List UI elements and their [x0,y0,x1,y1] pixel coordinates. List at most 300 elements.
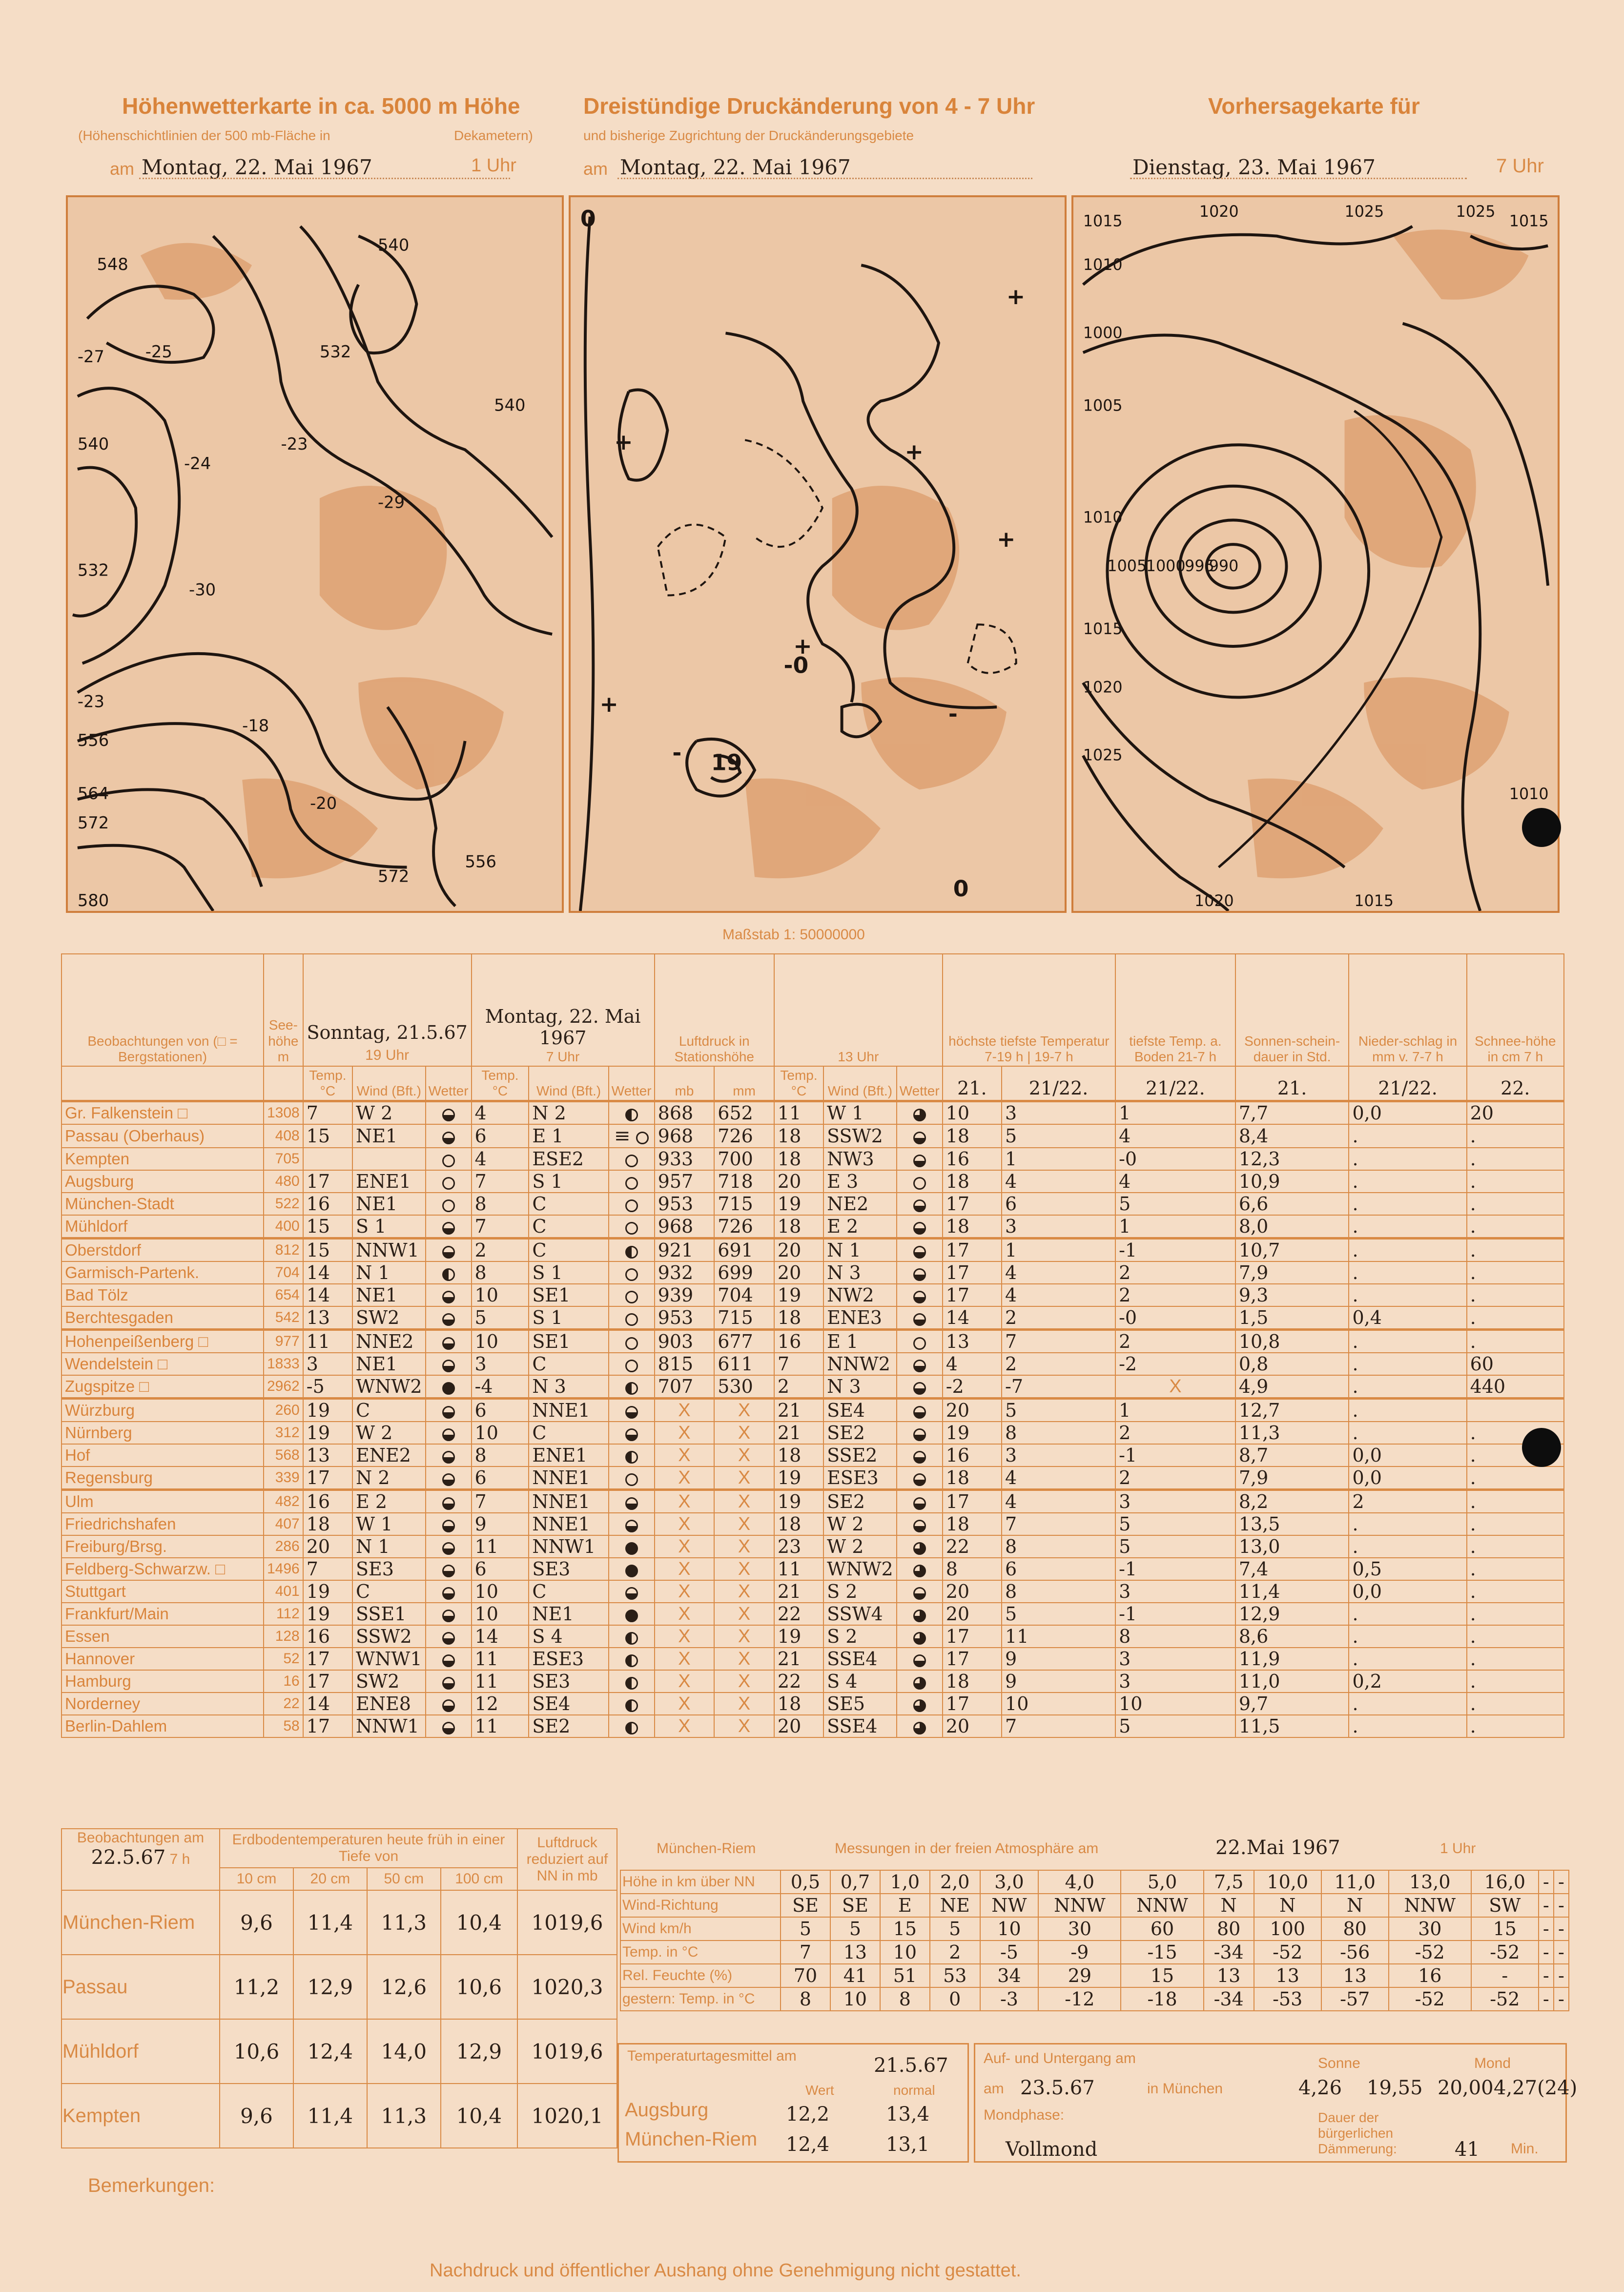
weather-symbol-icon [625,1155,638,1167]
wind-7: E 1 [529,1124,608,1148]
temp-min: 4 [1002,1170,1115,1193]
pressure-mb: 968 [655,1215,715,1239]
ground-value: 11,4 [293,2084,367,2148]
station-name: Berchtesgaden [62,1306,264,1330]
wind-13: SE4 [823,1399,897,1422]
temp-max: 18 [943,1215,1002,1239]
wind-13: SSW2 [823,1124,897,1148]
temp-7: 11 [472,1535,529,1558]
temp-7: 7 [472,1490,529,1513]
wind-7: S 1 [529,1170,608,1193]
temp-19: 13 [303,1306,352,1330]
wind-13: NW3 [823,1148,897,1170]
svg-text:572: 572 [377,867,410,886]
svg-text:1015: 1015 [1509,212,1549,230]
sunrise: 4,26 [1298,2077,1342,2099]
atmo-value: 13 [1204,1964,1254,1987]
atmo-value: SE [781,1894,830,1917]
atmo-value: -52 [1389,1941,1471,1964]
table-row [62,1170,1564,1193]
table-row [62,1603,1564,1625]
atmo-value: 15 [1121,1964,1203,1987]
temp-7: 5 [472,1306,529,1330]
weather-cell [897,1513,943,1535]
temp-min: 9 [1002,1648,1115,1670]
table-row [62,1890,617,1955]
temp-7: 6 [472,1466,529,1490]
svg-text:1015: 1015 [1083,620,1123,639]
weather-symbol-icon [625,1497,638,1510]
temp-min: 11 [1002,1625,1115,1648]
table-row [62,1513,1564,1535]
station-name: Bad Tölz [62,1284,264,1306]
weather-symbol-icon [625,1337,638,1350]
map3-date-line [1130,178,1467,179]
atmosphere-table [620,1870,1569,2011]
weather-cell [897,1375,943,1399]
temp-19: 16 [303,1193,352,1215]
wind-7: ENE1 [529,1444,608,1466]
ground-min: 2 [1115,1466,1235,1490]
wind-19: SSE1 [352,1603,426,1625]
precip: . [1349,1330,1466,1353]
ground-min: 1 [1115,1101,1235,1125]
svg-text:540: 540 [494,395,526,415]
atmo-value: - [1539,1870,1554,1894]
snow [1467,1399,1564,1422]
station-name: Friedrichshafen [62,1513,264,1535]
wind-7: SE3 [529,1670,608,1693]
temp-7: 4 [472,1148,529,1170]
temp-min: 6 [1002,1558,1115,1580]
pressure-mm: X [714,1580,774,1603]
atmo-value: - [1539,1987,1554,2011]
svg-text:1000: 1000 [1146,557,1186,575]
map1-time: 1 Uhr [471,155,516,176]
temp-19: 11 [303,1330,352,1353]
atmo-value: - [1539,1941,1554,1964]
temp-19: 15 [303,1124,352,1148]
pressure-mb: X [655,1535,715,1558]
wind-13: S 4 [823,1670,897,1693]
pressure-mm: X [714,1693,774,1715]
atmo-value: -3 [980,1987,1039,2011]
table-row [62,1693,1564,1715]
precip: . [1349,1693,1466,1715]
weather-symbol-icon [442,1109,455,1121]
atmo-value: 7 [781,1941,830,1964]
atmo-value: 29 [1038,1964,1121,1987]
wind-13: S 2 [823,1625,897,1648]
svg-text:1005: 1005 [1083,397,1123,415]
temp-13: 18 [774,1513,823,1535]
wind-19: N 1 [352,1535,426,1558]
weather-cell [609,1580,655,1603]
temp-max: 17 [943,1693,1002,1715]
weather-cell [897,1330,943,1353]
weather-symbol-icon [625,1610,638,1622]
temp-13: 18 [774,1124,823,1148]
hdr-wetter: Wetter [897,1066,943,1101]
weather-cell [426,1215,472,1239]
station-height: 16 [264,1670,303,1693]
snow: . [1467,1284,1564,1306]
sunshine: 11,5 [1235,1715,1349,1737]
svg-text:+: + [905,439,924,465]
weather-cell [609,1693,655,1715]
wind-7: NNE1 [529,1513,608,1535]
wind-19: NE1 [352,1284,426,1306]
temp-max: 16 [943,1148,1002,1170]
atmo-value: - [1539,1894,1554,1917]
weather-cell [609,1422,655,1444]
remarks-label: Bemerkungen: [88,2175,215,2196]
station-height: 1833 [264,1353,303,1375]
map3-date: Dienstag, 23. Mai 1967 [1132,155,1376,179]
pressure-mm: X [714,1466,774,1490]
snow: . [1467,1124,1564,1148]
temp-min: 4 [1002,1261,1115,1284]
atmo-value: - [1554,1964,1569,1987]
moonset: 4,27(24) [1494,2077,1578,2099]
station-height: 58 [264,1715,303,1737]
pressure-mm: X [714,1715,774,1737]
weather-symbol-icon [625,1313,638,1326]
temp-max: 20 [943,1580,1002,1603]
snow: . [1467,1580,1564,1603]
wind-19: SE3 [352,1558,426,1580]
col-maxmin: höchste tiefste Temperatur 7-19 h | 19-7 h [943,954,1115,1066]
ground-station: Kempten [62,2084,220,2148]
hdr-day: 21/22. [1002,1066,1115,1101]
atmo-value: 0 [930,1987,980,2011]
precip: . [1349,1193,1466,1215]
atmo-value: 16 [1389,1964,1471,1987]
pressure-mm: 652 [714,1101,774,1125]
temp-7: 4 [472,1101,529,1125]
ground-value: 1020,3 [517,1955,617,2019]
station-name: Würzburg [62,1399,264,1422]
wind-7: SE1 [529,1330,608,1353]
wind-7: C [529,1239,608,1262]
svg-text:-: - [672,740,682,766]
wind-13: N 3 [823,1261,897,1284]
temp-19: 19 [303,1422,352,1444]
ground-min: 4 [1115,1124,1235,1148]
atmo-value: N [1254,1894,1321,1917]
temp-19 [303,1148,352,1170]
temp-19: 16 [303,1625,352,1648]
wind-7: NE1 [529,1603,608,1625]
svg-text:1005: 1005 [1107,557,1147,575]
col-monday-7: Montag, 22. Mai 1967 7 Uhr [472,954,655,1066]
weather-cell [426,1148,472,1170]
weather-symbol-icon [625,1632,638,1645]
wind-19: NNW1 [352,1715,426,1737]
ground-value: 10,4 [441,1890,517,1955]
sunshine: 11,3 [1235,1422,1349,1444]
wind-7: NNE1 [529,1399,608,1422]
temp-7: 14 [472,1625,529,1648]
wind-7: N 2 [529,1101,608,1125]
svg-text:990: 990 [1209,557,1239,575]
hdr-temp: Temp. °C [303,1066,352,1101]
weather-symbol-icon [913,1177,926,1190]
station-name: Kempten [62,1148,264,1170]
ground-temperature-table [61,1828,617,2148]
wind-19: WNW2 [352,1375,426,1399]
weather-cell [897,1535,943,1558]
pressure-mb: X [655,1466,715,1490]
temp-min: 7 [1002,1330,1115,1353]
weather-cell [609,1625,655,1648]
weather-cell [426,1330,472,1353]
atmo-value: - [1471,1964,1539,1987]
snow: . [1467,1170,1564,1193]
station-height: 568 [264,1444,303,1466]
precip: . [1349,1170,1466,1193]
weather-cell [426,1558,472,1580]
temp-7: -4 [472,1375,529,1399]
temp-7: 6 [472,1558,529,1580]
weather-symbol-icon [913,1632,926,1645]
precip: . [1349,1715,1466,1737]
weather-cell [897,1466,943,1490]
sunshine: 8,6 [1235,1625,1349,1648]
temp-min: 3 [1002,1101,1115,1125]
temp-19: 3 [303,1353,352,1375]
temp-7: 9 [472,1513,529,1535]
sunshine: 7,9 [1235,1466,1349,1490]
weather-cell [897,1148,943,1170]
temp-13: 20 [774,1239,823,1262]
ground-station: München-Riem [62,1890,220,1955]
temp-max: 8 [943,1558,1002,1580]
temp-19: 13 [303,1444,352,1466]
svg-text:-0: -0 [783,652,809,679]
wind-7: S 1 [529,1306,608,1330]
mean-temp-station-2: München-Riem [625,2128,758,2150]
observation-table [61,953,1564,1738]
pressure-mb: X [655,1513,715,1535]
map1-subtitle: (Höhenschichtlinien der 500 mb-Fläche in [78,128,330,143]
wind-19: ENE8 [352,1693,426,1715]
weather-symbol-icon [442,1520,455,1532]
weather-symbol-icon [442,1654,455,1667]
weather-cell [609,1306,655,1330]
weather-cell [426,1693,472,1715]
pressure-mb: X [655,1399,715,1422]
table-row [62,1422,1564,1444]
ground-value: 10,6 [441,1955,517,2019]
temp-19: 19 [303,1580,352,1603]
svg-text:1020: 1020 [1194,892,1234,910]
precip: . [1349,1353,1466,1375]
temp-min: 8 [1002,1580,1115,1603]
ground-pressure-head: Luftdruck reduziert auf NN in mb [517,1829,617,1890]
table-row [62,1261,1564,1284]
atmo-value: 10,0 [1254,1870,1321,1894]
pressure-mb: 953 [655,1193,715,1215]
wind-13: SSE4 [823,1648,897,1670]
temp-min: 1 [1002,1148,1115,1170]
ground-min: -0 [1115,1148,1235,1170]
temp-min: 2 [1002,1353,1115,1375]
weather-symbol-icon [913,1451,926,1464]
weather-cell [609,1193,655,1215]
table-row [62,1490,1564,1513]
temp-19: 17 [303,1670,352,1693]
weather-symbol-icon [625,1451,638,1464]
weather-cell [426,1490,472,1513]
svg-text:1020: 1020 [1083,679,1123,697]
mean-temp-date: 21.5.67 [874,2054,948,2077]
station-height: 977 [264,1330,303,1353]
svg-text:-23: -23 [77,692,104,711]
atmo-value: 5 [781,1917,830,1941]
weather-cell [609,1715,655,1737]
table-row [62,2084,617,2148]
atmo-value: N [1321,1894,1389,1917]
weather-symbol-icon [442,1428,455,1441]
ground-min: 10 [1115,1693,1235,1715]
wind-19: SW2 [352,1306,426,1330]
map-scale: Maßstab 1: 50000000 [722,927,865,943]
weather-cell [897,1193,943,1215]
ground-min: 3 [1115,1648,1235,1670]
svg-text:1010: 1010 [1509,785,1549,804]
station-name: Hohenpeißenberg □ [62,1330,264,1353]
temp-max: 19 [943,1422,1002,1444]
station-height: 522 [264,1193,303,1215]
table-row [62,1558,1564,1580]
weather-symbol-icon [913,1406,926,1419]
temp-7: 8 [472,1193,529,1215]
hdr-day: 21/22. [1115,1066,1235,1101]
wind-7: C [529,1215,608,1239]
temp-max: 18 [943,1170,1002,1193]
temp-13: 21 [774,1399,823,1422]
atmo-value: -52 [1471,1941,1539,1964]
snow: . [1467,1490,1564,1513]
weather-cell [609,1148,655,1170]
astro-title: Auf- und Untergang am [984,2050,1136,2066]
temp-max: 17 [943,1261,1002,1284]
atmo-value: E [880,1894,930,1917]
station-height: 704 [264,1261,303,1284]
wind-7: C [529,1193,608,1215]
wind-13: S 2 [823,1580,897,1603]
twilight-label: Dauer der bürgerlichen Dämmerung: [1318,2110,1397,2157]
footer-note: Nachdruck und öffentlicher Aushang ohne Genehmigung nicht gestattet. [430,2260,1021,2281]
atmo-value: -56 [1321,1941,1389,1964]
temp-7: 10 [472,1603,529,1625]
pressure-mb: 903 [655,1330,715,1353]
depth-10: 10 cm [220,1868,293,1890]
temp-min: 9 [1002,1670,1115,1693]
ground-min: -1 [1115,1603,1235,1625]
weather-cell [609,1170,655,1193]
station-height: 401 [264,1580,303,1603]
weather-cell [609,1670,655,1693]
pressure-mm: 691 [714,1239,774,1262]
weather-cell [897,1306,943,1330]
svg-text:-24: -24 [184,454,211,473]
wind-13: ESE3 [823,1466,897,1490]
atmo-value: 70 [781,1964,830,1987]
ground-value: 14,0 [367,2019,441,2084]
precip: 2 [1349,1490,1466,1513]
temp-max: 17 [943,1193,1002,1215]
svg-text:556: 556 [465,852,496,871]
hdr-mm: mm [714,1066,774,1101]
temp-19: 7 [303,1558,352,1580]
col-snow: Schnee-höhe in cm 7 h [1467,954,1564,1066]
col-ground: tiefste Temp. a. Boden 21-7 h [1115,954,1235,1066]
station-height: 400 [264,1215,303,1239]
wind-7: N 3 [529,1375,608,1399]
sunshine: 11,4 [1235,1580,1349,1603]
weather-cell [426,1375,472,1399]
sunshine: 6,6 [1235,1193,1349,1215]
temp-max: 18 [943,1466,1002,1490]
temp-7: 6 [472,1399,529,1422]
weather-cell [609,1261,655,1284]
table-row [62,2019,617,2084]
station-name: Hannover [62,1648,264,1670]
atmo-value: - [1539,1964,1554,1987]
pressure-mm: 699 [714,1261,774,1284]
temp-13: 18 [774,1215,823,1239]
svg-text:+: + [599,691,618,718]
station-name: Essen [62,1625,264,1648]
temp-19: -5 [303,1375,352,1399]
snow: . [1467,1670,1564,1693]
svg-text:+: + [1006,283,1026,310]
hdr-temp: Temp. °C [774,1066,823,1101]
ground-min: 1 [1115,1215,1235,1239]
weather-symbol-icon [442,1382,455,1395]
weather-cell [426,1170,472,1193]
temp-min: 2 [1002,1306,1115,1330]
table-row [62,1399,1564,1422]
svg-text:-25: -25 [145,342,172,362]
mean-temp-wert: Wert [805,2083,834,2098]
table-row [62,1466,1564,1490]
table-row [620,1894,1569,1917]
precip: . [1349,1422,1466,1444]
pressure-mb: 868 [655,1101,715,1125]
wind-7: NNE1 [529,1490,608,1513]
atmo-value: 0,7 [830,1870,880,1894]
atmo-value: 8 [880,1987,930,2011]
pressure-mm: 726 [714,1124,774,1148]
ground-value: 1019,6 [517,1890,617,1955]
weather-cell [426,1444,472,1466]
weather-symbol-icon [913,1722,926,1734]
atmo-value: -34 [1204,1941,1254,1964]
weather-symbol-icon [913,1699,926,1712]
weather-cell [897,1170,943,1193]
temp-7: 12 [472,1693,529,1715]
sunshine: 10,7 [1235,1239,1349,1262]
wind-13: N 1 [823,1239,897,1262]
station-name: Regensburg [62,1466,264,1490]
atmo-value: 0,5 [781,1870,830,1894]
temp-19: 15 [303,1215,352,1239]
atmo-station: München-Riem [657,1840,756,1857]
wind-19: C [352,1399,426,1422]
